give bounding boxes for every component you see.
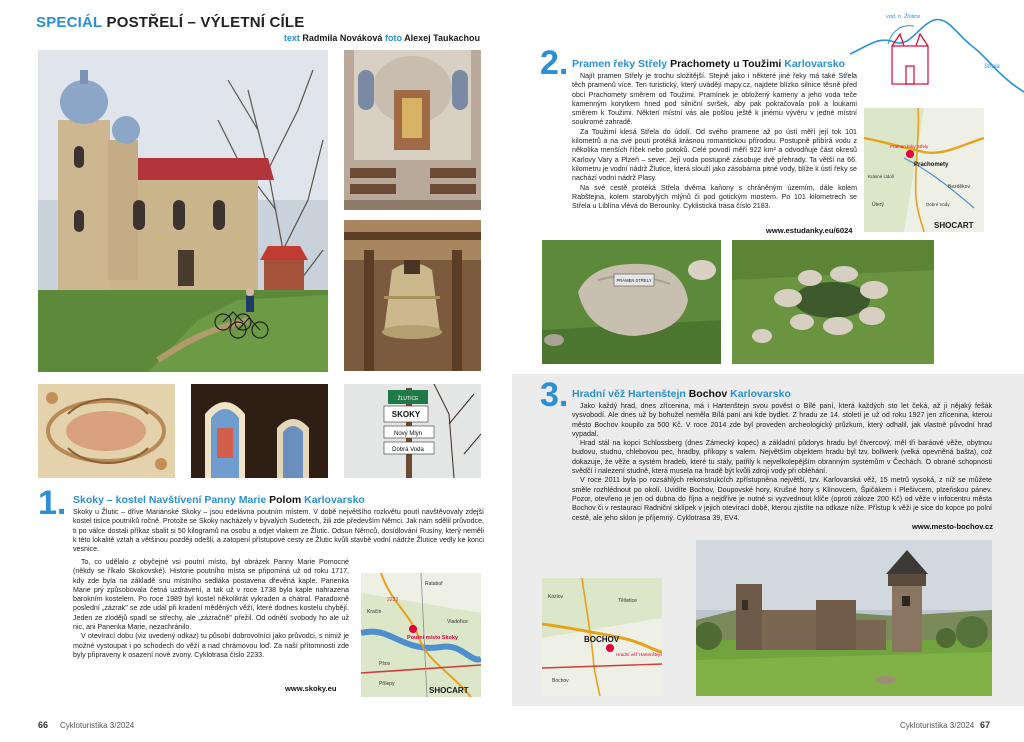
section-3-number: 3. <box>540 376 569 414</box>
castle-photo <box>696 540 992 696</box>
sign-dobra-voda: Dobrá Voda <box>392 447 424 453</box>
left-footer-title: Cykloturistika 3/2024 <box>60 721 135 730</box>
map2-shocart: SHOCART <box>934 221 974 230</box>
right-page-number: 67 <box>980 720 991 730</box>
section-1-number: 1. <box>38 484 67 522</box>
map2-dobre-vody: Dobré Vody <box>926 202 950 207</box>
section-1-title-main: Skoky – kostel Navštívení Panny Marie <box>73 494 267 506</box>
section-1-title <box>73 494 365 506</box>
section-3-title-region: Karlovarsko <box>730 388 791 400</box>
map1-vladorice: Vladořice <box>447 619 468 625</box>
map3-kozlov: Kozlov <box>548 594 564 600</box>
section-3-para-1: Jako každý hrad, dnes zřícenina, má i Hartenštejn svou pověst o Bílé paní, která každých sto let čeká, až ji nějaký fešák vysvobodí. Ale dnes už by bohužel neměla Bílá paní ani kde bydlet. Z hradu ze 14. století je už od roku 1927 jen zřícenina, kterou město Bochov koupilo za 500 Kč. V roce 2014 zde byl proveden archeologický průzkum, který odhalil, jak vlastně původní hrad vypadal. <box>572 402 992 438</box>
map1-route: 2233 <box>387 597 399 603</box>
inset-strela: Střela <box>984 64 1000 70</box>
credits-photo-label: foto <box>384 33 402 43</box>
map-skoky <box>361 573 481 697</box>
bell-photo <box>344 220 481 371</box>
map1-prilepy: Přílepy <box>379 681 395 687</box>
map3-tesetice: Těšetice <box>618 598 637 604</box>
section-3-link[interactable]: www.mesto-bochov.cz <box>912 522 994 531</box>
section-1-para-1: Skoky u Žlutic – dříve Mariánské Skoky – jsou edelávna poutním místem. V době největšího rozkvětu poutí navštěvovaly zdejší kostel tisíce poutníků ročně. Protože se Skoky nacházely v bývalých Sudetech, žili zde především Němci. Jak nám sdělil průvodce, ti po válce dostali příkaz sbalit si 50 kilogramů na osobu a odjet vlakem ze Žlutic. Odsun Němců, dosídlování Rusíny, který neměli k této lokalitě vztah a většinou později odešli, a zatopení přístupové cesty ze Žlutic kvůli stavbě vodní nádrže Žlutice vedly ke konci vesnice. <box>73 508 484 554</box>
spring-rock-photo <box>542 240 721 364</box>
signpost-photo <box>344 384 481 478</box>
map2-bezdekov: Bezděkov <box>948 184 970 190</box>
church-photo <box>38 50 328 372</box>
section-3-title-main: Hradní věž Hartenštejn <box>572 388 686 400</box>
header-title: POSTŘELÍ – VÝLETNÍ CÍLE <box>106 14 305 31</box>
section-1-link[interactable]: www.skoky.eu <box>285 684 337 693</box>
section-2-title-main: Pramen řeky Střely <box>572 58 668 70</box>
section-2-para-2: Za Toužimí klesá Střela do údolí. Od svého pramene až po ústí měří její tok 101 kilometrů a na své pouti protéká krásnou romantickou přírodou. Postupně přibírá vodu z několika menších říček nebo potoků. Celé povodí měří 922 km² a odvodňuje část okresů Karlovy Vary a Plzeň – sever. Její voda postupně zásobuje dvě přehrady. Ta větší na 66. kilometru je vodní nádrž Žlutice, která slouží jako zásobárna pitné vody, blíže k ústí řeky se nachází vodní nádrž Plasy. <box>572 127 857 183</box>
section-3-title <box>572 388 791 400</box>
section-2-number: 2. <box>540 44 569 82</box>
section-2-text <box>572 72 857 222</box>
right-page <box>512 0 1024 742</box>
map1-kracin: Kračín <box>367 609 382 615</box>
section-2-para-3: Na své cestě protéká Střela dvěma kaňony s chráněným územím, dále kolem Rabštejna, kolem starobylých mlýnů či pod gotickým mostem. Po 101 kilometrech se Střela u Liblína vlévá do Berounky. Cyklistická trasa číslo 2183. <box>572 183 857 211</box>
map3-tower-label: Hradní věž Hartenštejn <box>616 652 662 657</box>
map1-ratabor: Rataboř <box>425 581 443 587</box>
map-bochov <box>542 578 662 696</box>
map2-spring: Pramen řeky Střely <box>890 144 929 149</box>
map3-bochov-small: Bochov <box>552 678 569 684</box>
sign-zlutice: ŽLUTICE <box>397 396 419 402</box>
section-2-para-1: Najít pramen Střely je trochu složitější. Stejně jako i některé jiné řeky má také Střela těch pramenů více. Ten turistický, který uvádějí mapy.cz, najdete blízko silnice těsně před obcí Prachomety směrem od Toužimi. Pramínek je obložený kameny a jeho voda teče kamenným korytkem hned pod silniční svršek, aby pak pokračovala poli a loukami směrem k Toužimi. Některí místní vás ale pošlou ještě k jinému vývěru v jedné místní soukromé zahradě. <box>572 72 857 127</box>
left-page-number: 66 <box>38 720 49 730</box>
section-1-text-bottom <box>73 558 349 678</box>
section-3-para-2: Hrad stál na kopci Schlossberg (dnes Zámecký kopec) a základní půdorys hradu byl čtvercový, měl tři baráové věže, obytnou budovu, studnu, chlebovou pec, hradby, příkopy s valem. Největším objektem hradu byl tzv. bollwerk (velká opevněná bašta), což dokazuje, že věže a systém hradeb, které tu stály, patřily k nejvelkolepějším obranným systémům v Čechách. O obrané schopnosti svědčí i nalezení studně, která musela na hradě být kvůli zdroji vody při obléhání. <box>572 439 992 476</box>
right-footer-title: Cykloturistika 3/2024 <box>900 721 975 730</box>
spring-stones-photo <box>732 240 934 364</box>
inset-map-strela <box>848 6 1024 106</box>
window-photo <box>191 384 328 478</box>
rock-plate: PRAMEN STŘELY <box>616 278 652 283</box>
sign-novy-mlyn: Nový Mlýn <box>393 431 423 437</box>
map1-skoky-label: Poutní místo Skoky <box>407 635 459 641</box>
inset-zlutice: vod. n. Žlutice <box>886 14 921 20</box>
section-3-title-place: Bochov <box>688 388 728 400</box>
map2-prachomety: Prachomety <box>914 162 949 168</box>
map3-bochov: BOCHOV <box>584 635 620 644</box>
section-1-para-3: V otevírací dobu (viz uvedený odkaz) tu působí dobrovolníci jako průvodci, s nimiž je možné vystoupat i po schodech do věží a nad chrámovou loď. Za naší přítomnosti zde byly připraveny k osazení nové zvony. Cyklotrasa číslo 2233. <box>73 632 349 659</box>
section-2-title-region: Karlovarsko <box>784 58 845 70</box>
section-2-title <box>572 58 845 70</box>
section-1-title-region: Karlovarsko <box>304 494 365 506</box>
section-3-para-3: V roce 2011 byla po rozsáhlých rekonstrukcích zpřístupněna největší, tzv. Karlovarská věž, 15 metrů vysoká, z níž se můžete směle rozhlédnout po okolí. Uvidíte Bochov, Doupovské hory, Krušné hory s Klínovcem, Špičákem i Plešivcem, plzeňskou pánev. Pozor, otevřeno je jen od dubna do října a nejdříve je nutné si vyzvednout klíče (oproti záloze 200 Kč) od věže v infocentru města Bochov či v restauraci Radniční sklípek v jejich otevírací době, kterou zjistíte na odkaze níže. Přístup k věži je sice do kopce po polní cestě, ale jeho sklon je příjemný. Cyklotrasa 39, EV4. <box>572 476 992 522</box>
page-header <box>36 14 304 31</box>
section-2-title-place: Prachomety u Toužimi <box>670 58 782 70</box>
map-prachomety <box>864 108 984 232</box>
credits-text-label: text <box>283 33 300 43</box>
section-2-link[interactable]: www.estudanky.eu/6024 <box>766 226 853 235</box>
sign-skoky: SKOKY <box>391 410 421 419</box>
map1-psov: Pšov <box>379 661 391 667</box>
header-special: SPECIÁL <box>36 14 103 31</box>
map1-shocart: SHOCART <box>429 686 469 695</box>
map2-utery: Úterý <box>872 202 884 208</box>
section-1-para-2: To, co udělalo z obyčejné vsi poutní místo, byl obrázek Panny Marie Pomocné (někdy se říkalo Skokovské). Historie poutního místa se připomíná už od roku 1717, kdy zde byla na základě snu místního sedláka postavena dřevěná kaple. Panenka Marie prý způsobovala četná uzdravení, a tak už v roce 1738 byla kaple nahrazena barokním kostelem. Po roce 1989 byl kostel několikrát vykraden a chátral. Paradoxně poslední „zázrak" se zde udál při kradení měděných věží, které dodnes kostelu chybějí. Jeden ze zlodějů spadl se střechy, ale „zázračně" přežil. Od odnětí svobody ho ale už nic, ani Panenka Marie, nezachránilo. <box>73 558 349 632</box>
section-3-text <box>572 402 992 522</box>
credits-photographer: Alexej Taukachou <box>404 33 480 43</box>
section-1-title-place: Polom <box>269 494 302 506</box>
credits <box>284 33 480 43</box>
credits-author: Radmila Nováková <box>302 33 383 43</box>
map2-krasne-udoli: Krásné Údolí <box>868 174 895 179</box>
fresco-photo <box>38 384 175 478</box>
interior-photo <box>344 50 481 210</box>
